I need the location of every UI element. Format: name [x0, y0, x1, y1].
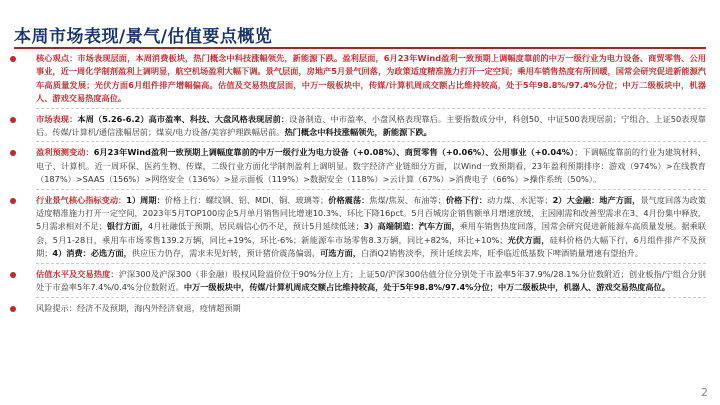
text-segment: 价格下行： [445, 194, 487, 205]
text-segment: 乘用车销售热度回落，国常会研究促进新能源车高质量发展。据乘联会，5月1-28日，乘用车市场零售139.2万辆，同比+19%，环比-6%；新能源车市场零售8.3万辆，同比+82%，环比+10%； [36, 221, 706, 245]
bullet-icon [10, 272, 16, 278]
title-divider [14, 47, 706, 49]
item-separator [36, 141, 706, 143]
text-segment: 白酒Q2销售淡季，预计延续去库，旺季临近低基数下啤酒销量增速有望抬升。 [361, 248, 643, 259]
text-segment: 估值水平及交易热度： [36, 268, 119, 279]
text-segment: 3）高端制造：汽车方面， [363, 221, 460, 232]
text-segment: 焦煤/焦炭、布油等； [369, 194, 446, 205]
text-segment: 景气度回落为政策适度精准施力打开一定空间，2023年5月TOP100房企5月单月销售同比增速10.3%、环比下降16pct。5月百城房企销售额单月增速放缓，主因刚需和改善型需求在3、4月份集中释放，5月需求相对不足； [36, 194, 706, 232]
text-segment: 沪深300及沪深300（非金融）股权风险溢价位于90%分位上方；上证50/沪深300估值分位分别处于市盈率5年37.9%/28.1%分位数附近；创业板指/宁组合分别处于市盈率5年7.4%/0.4%分位数附近。 [36, 268, 706, 293]
text-segment: 可选方面， [320, 248, 362, 259]
bullet-icon [10, 306, 16, 312]
text-segment: 行业景气核心指标变动： [36, 194, 127, 205]
item-separator [36, 263, 706, 265]
valuation-item [10, 268, 706, 295]
text-segment: 光伏方面， [507, 234, 550, 245]
bullet-icon [10, 150, 16, 156]
item-separator [36, 297, 706, 299]
summary-list [10, 52, 706, 317]
page-title: 本周市场表现/景气/估值要点概览 [14, 27, 273, 47]
bullet-icon [10, 56, 16, 62]
text-segment: 价格震荡： [328, 194, 370, 205]
item-separator [36, 189, 706, 191]
text-segment: 价格上行：螺纹钢、铝、MDI、铜、玻璃等； [164, 194, 329, 205]
text-segment: 中万一级板块中，传媒/计算机周成交额占比维持较高，处于5年98.8%/97.4%分位；中万二级板块中，机器人、游戏交易热度高位。 [183, 282, 670, 293]
bullet-icon [10, 117, 16, 123]
text-segment: 硅料价格仍大幅下行，6月组件排产不及预期； [36, 234, 706, 259]
risk-warning-item [10, 302, 706, 315]
text-segment: 热门概念中科技涨幅领先，新能源下跌。 [284, 127, 432, 138]
text-segment: 6月23年Wind盈利一致预期上调幅度靠前的中万一级行业为电力设备（+0.08%）、商贸零售（+0.06%）、公用事业（+0.04%） [93, 147, 575, 158]
text-segment: 风险提示：经济不及预期，海内外经济衰退，疫情超预期 [36, 302, 241, 313]
text-segment: 核心观点： [36, 53, 78, 63]
core-view-item [10, 52, 706, 106]
earnings-revision-item [10, 146, 706, 186]
text-segment: 市场表现层面，本周消费板块，热门概念中科技涨幅领先，新能源下跌。盈利层面，6月23年Wind盈利一致预期上调幅度靠前的中万一级行业为电力设备、商贸零售、公用事业，近一周化学制剂盈利上调明显，航空机场盈利大幅下调。景气层面，房地产5月景气回落，为政策适度精准施力打开一定空间；乘用车销售热度有所回暖，国常会研究促进新能源汽车高质量发展；光伏方面6月组件排产增幅偏高。估值及交易热度层面，中万一级板块中，传媒/计算机周成交额占比维持较高，处于5年98.8%/97.4%分位；中万二级板块中，机器人、游戏交易热度高位。 [36, 53, 706, 104]
industry-indicator-item [10, 194, 706, 261]
bullet-icon [10, 198, 16, 204]
text-segment: 银行方面， [106, 221, 148, 232]
text-segment: 供应压力仍存，需求未见好转，预计猪价震荡偏弱， [131, 248, 321, 259]
page-number: 2 [701, 386, 708, 399]
text-segment: 本周（5.26-6.2）高市盈率、科技、大盘风格表现居前： [77, 113, 290, 124]
text-segment: 4）消费：必选方面， [52, 248, 132, 259]
text-segment: 4月社融低于预期，居民端信心仍不足，预计5月延续低迷； [147, 221, 364, 232]
text-segment: 设备制造、中市盈率、小盘风格表现靠后。主要指数成分中，科创50、中证500表现居前；宁组合、上证50表现靠后。传媒/计算机/通信涨幅居前；煤炭/电力设备/美容护理跌幅居前。 [36, 113, 706, 138]
text-segment: ；下调幅度靠前的行业为建筑材料、电子、计算机。近一周环保、医药生物、传媒，二级行业方面化学制剂盈利上调明显。数字经济产业链细分方面，以Wind一致预期看，23年盈利预期排序：游戏（974%）>在线教育（187%）>SAAS（156%）>网络安全（136%）>显示面板（119%）>数据安全（118%）>云计算（67%）>消费电子（66%）>操作系统（50%）。 [36, 147, 706, 185]
text-segment: 盈利预测变动： [36, 147, 94, 158]
market-performance-item [10, 113, 706, 140]
text-segment: 市场表现： [36, 113, 78, 124]
text-segment: 2）大金融：地产方面， [552, 194, 641, 205]
text-segment: 动力煤、水泥等； [486, 194, 553, 205]
item-separator [36, 108, 706, 110]
text-segment: 1）周期： [126, 194, 165, 205]
